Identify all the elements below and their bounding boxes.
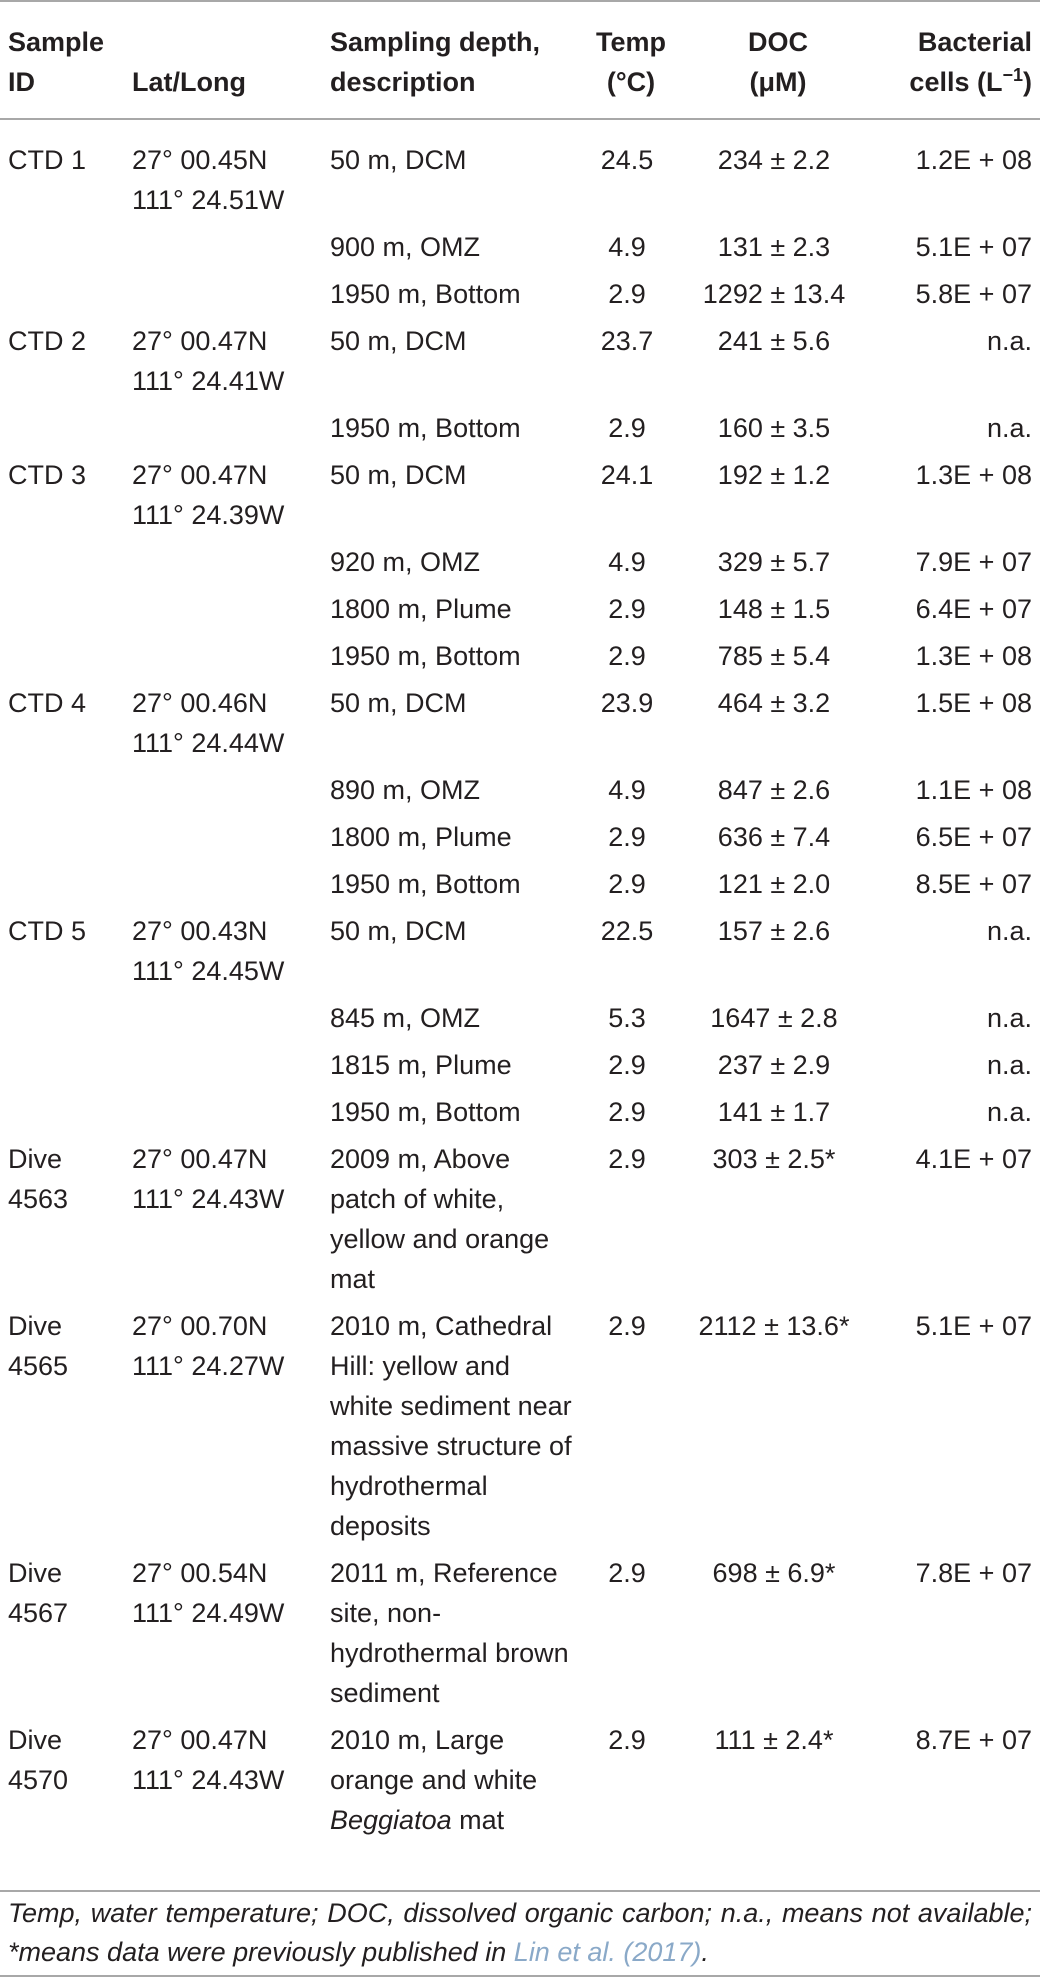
cell-lat-long [124,1045,320,1092]
cell-lat-long: 27° 00.47N 111° 24.41W [132,326,285,396]
table-row [0,770,1040,817]
cell-bacterial-cells: n.a. [986,916,1032,946]
cell-bacterial-cells: 8.5E + 07 [915,869,1032,899]
cell-depth: 50 m, DCM [330,145,467,175]
header-doc: DOC (μM) [676,1,872,119]
cell-sample-id [0,542,124,589]
cell-doc: 464 ± 3.2 [717,688,831,718]
cell-lat-long: 27° 00.45N 111° 24.51W [132,145,285,215]
table-row [0,911,1040,998]
cell-temp: 2.9 [608,279,646,309]
cell-temp: 2.9 [608,1311,646,1341]
cell-sample-id [0,864,124,911]
cell-sample-id: Dive 4565 [8,1311,69,1381]
cell-sample-id: Dive 4567 [8,1558,69,1628]
cell-temp: 22.5 [600,916,654,946]
cell-temp: 2.9 [608,1725,646,1755]
citation-link[interactable]: Lin et al. (2017) [513,1937,702,1967]
footnote-text: Temp, water temperature; DOC, dissolved organic carbon; n.a., means not available; *means data were previously published in [8,1898,1032,1967]
cell-lat-long: 27° 00.70N 111° 24.27W [132,1311,285,1381]
cell-sample-id: CTD 4 [8,688,87,718]
cell-doc: 121 ± 2.0 [717,869,831,899]
cell-bacterial-cells: 1.5E + 08 [915,688,1032,718]
header-sample-id: Sample ID [0,1,124,119]
header-lat-long: Lat/Long [124,1,320,119]
cell-doc: 157 ± 2.6 [717,916,831,946]
cell-lat-long [124,864,320,911]
table-row [0,455,1040,542]
cell-depth: 2010 m, Cathedral Hill: yellow and white sediment near massive structure of hydrothermal deposits [330,1311,572,1541]
cell-doc: 234 ± 2.2 [717,145,831,175]
cell-doc: 785 ± 5.4 [717,641,831,671]
cell-depth: 50 m, DCM [330,326,467,356]
cell-depth: 1800 m, Plume [330,822,512,852]
cell-sample-id: CTD 1 [8,145,87,175]
table-row [0,274,1040,321]
cell-bacterial-cells: n.a. [986,1050,1032,1080]
cell-lat-long: 27° 00.47N 111° 24.39W [132,460,285,530]
cell-bacterial-cells: n.a. [986,413,1032,443]
cell-sample-id [0,1045,124,1092]
cell-lat-long [124,770,320,817]
cell-temp: 4.9 [608,232,646,262]
cell-bacterial-cells: 7.8E + 07 [915,1558,1032,1588]
cell-depth: 1950 m, Bottom [330,413,521,443]
header-temp: Temp (°C) [578,1,676,119]
cell-doc: 111 ± 2.4* [714,1725,834,1755]
cell-doc: 131 ± 2.3 [717,232,831,262]
table-row [0,1306,1040,1553]
cell-depth: 1950 m, Bottom [330,279,521,309]
table-row [0,636,1040,683]
cell-sample-id [0,227,124,274]
cell-temp: 4.9 [608,547,646,577]
cell-depth: 50 m, DCM [330,688,467,718]
cell-bacterial-cells: 5.1E + 07 [915,232,1032,262]
table-row [0,1045,1040,1092]
cell-lat-long [124,1092,320,1139]
cell-depth: 50 m, DCM [330,460,467,490]
cell-bacterial-cells: 5.8E + 07 [915,279,1032,309]
cell-lat-long: 27° 00.43N 111° 24.45W [132,916,285,986]
cell-depth: 2011 m, Reference site, non-hydrothermal brown sediment [330,1558,569,1708]
cell-bacterial-cells: 8.7E + 07 [915,1725,1032,1755]
cell-lat-long: 27° 00.47N 111° 24.43W [132,1725,285,1795]
table-row [0,998,1040,1045]
cell-doc: 1292 ± 13.4 [702,279,846,309]
cell-temp: 2.9 [608,1558,646,1588]
cell-bacterial-cells: n.a. [986,1003,1032,1033]
cell-doc: 192 ± 1.2 [717,460,831,490]
cell-sample-id [0,817,124,864]
cell-lat-long [124,998,320,1045]
cell-temp: 4.9 [608,775,646,805]
table-row [0,408,1040,455]
cell-bacterial-cells: n.a. [986,326,1032,356]
cell-lat-long: 27° 00.54N 111° 24.49W [132,1558,285,1628]
cell-bacterial-cells: 5.1E + 07 [915,1311,1032,1341]
table-row [0,321,1040,408]
cell-depth: 50 m, DCM [330,916,467,946]
cell-sample-id [0,636,124,683]
cell-doc: 241 ± 5.6 [717,326,831,356]
cell-depth: 1815 m, Plume [330,1050,512,1080]
cell-sample-id: Dive 4563 [8,1144,69,1214]
cell-bacterial-cells: n.a. [986,1097,1032,1127]
table-row [0,1720,1040,1847]
cell-lat-long [124,227,320,274]
cell-sample-id [0,998,124,1045]
cell-sample-id: CTD 5 [8,916,87,946]
cell-sample-id [0,770,124,817]
cell-depth: 920 m, OMZ [330,547,481,577]
cell-depth: 1950 m, Bottom [330,1097,521,1127]
table-footnote [0,1890,1040,1977]
cell-temp: 2.9 [608,1144,646,1174]
table-row [0,864,1040,911]
cell-lat-long [124,589,320,636]
cell-doc: 847 ± 2.6 [717,775,831,805]
table-row [0,227,1040,274]
cell-bacterial-cells: 1.3E + 08 [915,460,1032,490]
cell-temp: 2.9 [608,822,646,852]
cell-sample-id [0,589,124,636]
header-depth: Sampling depth, description [320,1,578,119]
cell-lat-long [124,274,320,321]
cell-bacterial-cells: 1.2E + 08 [915,145,1032,175]
cell-bacterial-cells: 1.1E + 08 [915,775,1032,805]
table-row [0,542,1040,589]
cell-doc: 237 ± 2.9 [717,1050,831,1080]
table-row [0,683,1040,770]
cell-temp: 2.9 [608,1050,646,1080]
cell-doc: 148 ± 1.5 [717,594,831,624]
cell-depth: 900 m, OMZ [330,232,481,262]
cell-bacterial-cells: 6.5E + 07 [915,822,1032,852]
cell-temp: 23.7 [600,326,654,356]
cell-temp: 2.9 [608,594,646,624]
cell-lat-long [124,408,320,455]
cell-depth: 1950 m, Bottom [330,641,521,671]
cell-bacterial-cells: 6.4E + 07 [915,594,1032,624]
cell-sample-id: CTD 2 [8,326,87,356]
cell-doc: 2112 ± 13.6* [698,1311,850,1341]
cell-depth: 1950 m, Bottom [330,869,521,899]
cell-sample-id [0,408,124,455]
table-row [0,589,1040,636]
cell-doc: 329 ± 5.7 [717,547,831,577]
cell-doc: 141 ± 1.7 [717,1097,831,1127]
cell-sample-id: Dive 4570 [8,1725,69,1795]
cell-depth: 845 m, OMZ [330,1003,481,1033]
cell-lat-long [124,636,320,683]
cell-doc: 698 ± 6.9* [712,1558,836,1588]
cell-temp: 2.9 [608,1097,646,1127]
header-bacterial-cells: Bacterial cells $(L^{-1})$ [872,1,1040,119]
table-row [0,1092,1040,1139]
cell-sample-id: CTD 3 [8,460,87,490]
cell-bacterial-cells: 7.9E + 07 [915,547,1032,577]
cell-temp: 2.9 [608,869,646,899]
cell-doc: 1647 ± 2.8 [710,1003,838,1033]
cell-bacterial-cells: 1.3E + 08 [915,641,1032,671]
cell-lat-long: 27° 00.47N 111° 24.43W [132,1144,285,1214]
cell-depth: 2009 m, Above patch of white, yellow and orange mat [330,1144,550,1294]
table-body [0,119,1040,1847]
table-row [0,1139,1040,1306]
cell-temp: 23.9 [600,688,654,718]
table-row [0,1553,1040,1720]
cell-depth: 890 m, OMZ [330,775,481,805]
cell-lat-long [124,817,320,864]
cell-temp: 24.5 [600,145,654,175]
table-row [0,119,1040,227]
table-row [0,817,1040,864]
cell-doc: 303 ± 2.5* [712,1144,836,1174]
cell-bacterial-cells: 4.1E + 07 [915,1144,1032,1174]
cell-sample-id [0,1092,124,1139]
cell-doc: 636 ± 7.4 [717,822,831,852]
cell-depth: 2010 m, Large orange and white Beggiatoa mat [330,1725,538,1835]
cell-temp: 5.3 [608,1003,646,1033]
cell-depth: 1800 m, Plume [330,594,512,624]
cell-doc: 160 ± 3.5 [717,413,831,443]
cell-temp: 24.1 [600,460,654,490]
cell-lat-long [124,542,320,589]
footnote-end: . [701,1937,709,1967]
table-header [0,1,1040,119]
cell-lat-long: 27° 00.46N 111° 24.44W [132,688,285,758]
cell-temp: 2.9 [608,641,646,671]
cell-temp: 2.9 [608,413,646,443]
cell-sample-id [0,274,124,321]
